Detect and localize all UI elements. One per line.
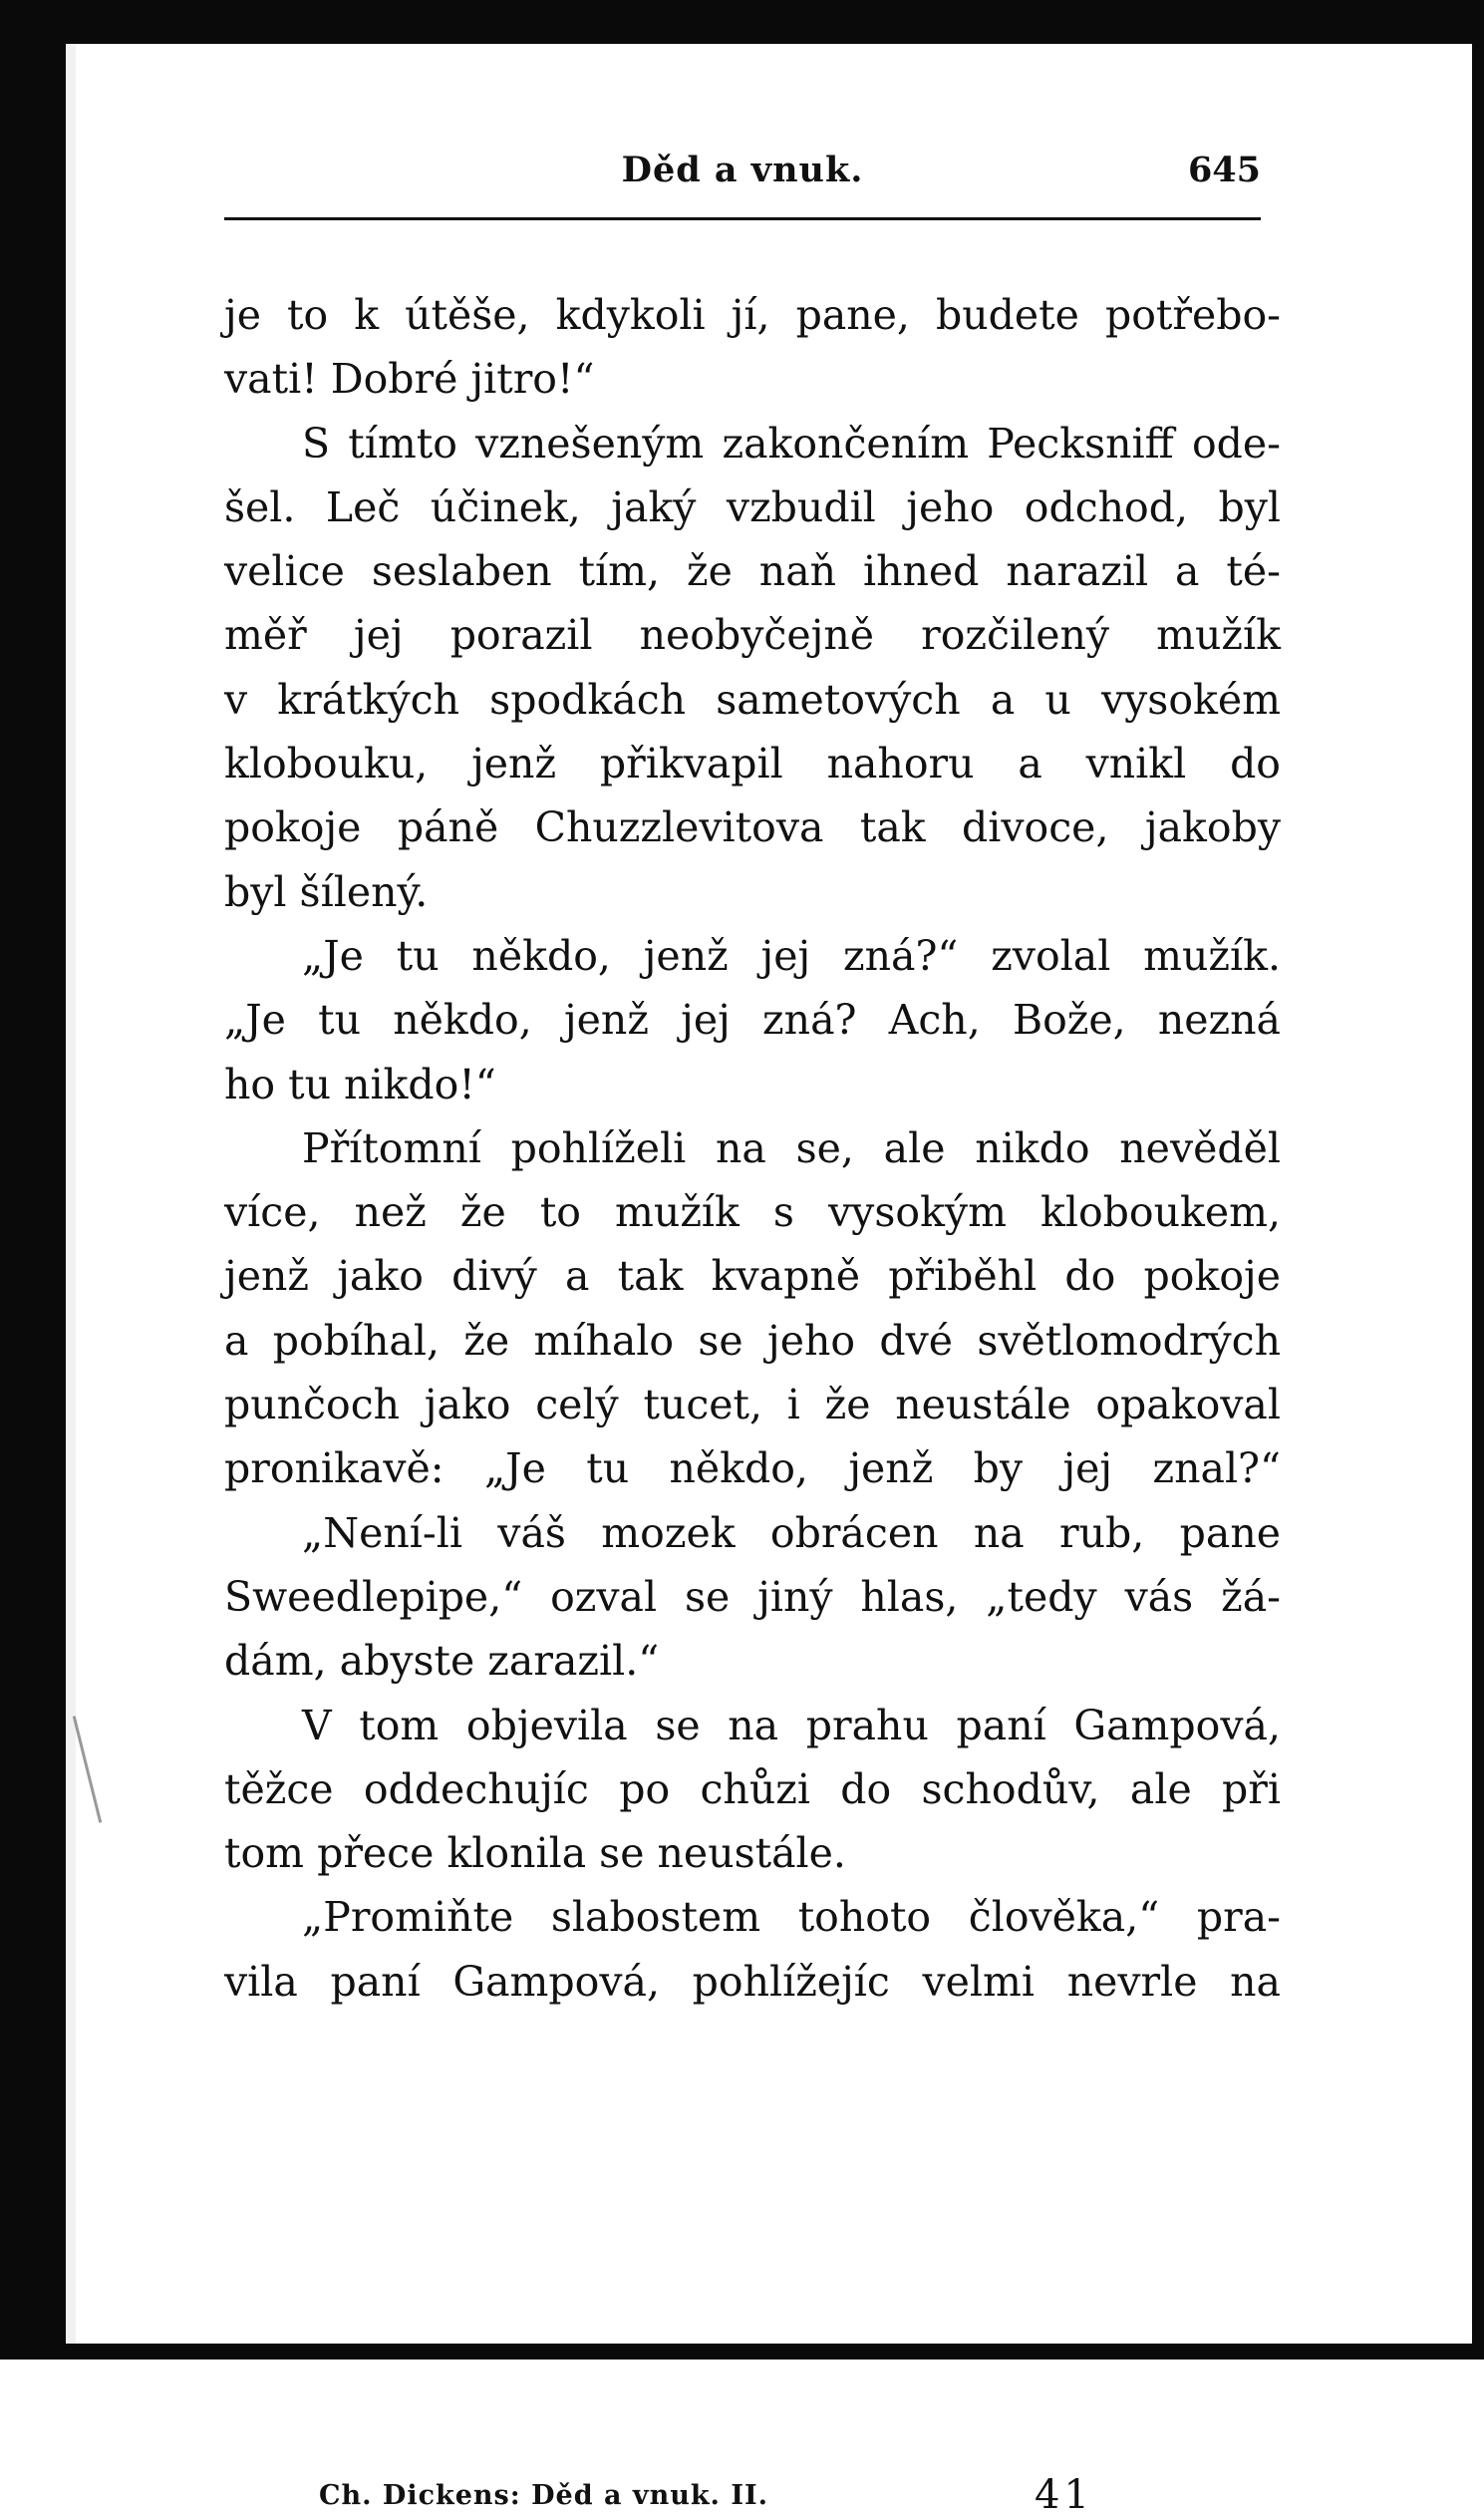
text-line: šel. Leč účinek, jaký vzbudil jeho odchod, byl xyxy=(224,482,1281,531)
text-line: více, než že to mužík s vysokým kloboukem, xyxy=(224,1188,1281,1237)
scan-edge-bottom xyxy=(66,2344,1472,2360)
text-line: v krátkých spodkách sametových a u vysokém xyxy=(224,675,1281,724)
text-line: „Je tu někdo, jenž jej zná? Ach, Bože, nezná xyxy=(224,996,1281,1045)
page-number: 645 xyxy=(1187,150,1261,190)
running-title: Děd a vnuk. xyxy=(621,150,864,190)
text-line: „Není-li váš mozek obrácen na rub, pane xyxy=(302,1508,1281,1557)
scan-edge-right xyxy=(1472,0,1484,2360)
text-line: vila paní Gampová, pohlížejíc velmi nevrle na xyxy=(224,1957,1281,2006)
page-header xyxy=(224,150,1261,199)
text-line: Přítomní pohlíželi na se, ale nikdo nevěděl xyxy=(302,1123,1281,1172)
text-line: dám, abyste zarazil.“ xyxy=(224,1637,660,1686)
scan-edge-left xyxy=(0,0,66,2360)
text-line: tom přece klonila se neustále. xyxy=(224,1829,846,1878)
text-line: je to k útěše, kdykoli jí, pane, budete potřebo- xyxy=(224,291,1281,339)
printer-signature: Ch. Dickens: Děd a vnuk. II. xyxy=(319,2480,768,2511)
scan-edge-top xyxy=(66,0,1472,44)
header-rule xyxy=(224,217,1261,220)
text-line: těžce oddechujíc po chůzi do schodův, ale při xyxy=(224,1764,1281,1813)
body-text xyxy=(224,283,1281,2014)
text-line: a pobíhal, že míhalo se jeho dvé světlomodrých xyxy=(224,1316,1281,1365)
text-line: ho tu nikdo!“ xyxy=(224,1060,496,1108)
text-line: pokoje páně Chuzzlevitova tak divoce, jakoby xyxy=(224,803,1281,852)
text-line: klobouku, jenž přikvapil nahoru a vnikl do xyxy=(224,740,1281,788)
paper-crease-mark xyxy=(73,1716,103,1822)
text-line: jenž jako divý a tak kvapně přiběhl do pokoje xyxy=(224,1252,1281,1301)
text-line: „Je tu někdo, jenž jej zná?“ zvolal mužík. xyxy=(302,931,1281,980)
text-line: „Promiňte slabostem tohoto člověka,“ pra- xyxy=(302,1893,1281,1942)
sheet-number: 41 xyxy=(1035,2472,1093,2518)
text-line: vati! Dobré jitro!“ xyxy=(224,355,595,404)
text-line: velice seslaben tím, že naň ihned narazil a té- xyxy=(224,547,1281,596)
text-line: S tímto vznešeným zakončením Pecksniff ode- xyxy=(302,419,1281,468)
text-line: Sweedlepipe,“ ozval se jiný hlas, „tedy vás žá- xyxy=(224,1572,1281,1621)
scan-edge-gap xyxy=(66,0,76,2360)
text-line: byl šílený. xyxy=(224,867,429,916)
text-line: pronikavě: „Je tu někdo, jenž by jej znal?“ xyxy=(224,1444,1281,1493)
text-line: punčoch jako celý tucet, i že neustále opakoval xyxy=(224,1381,1281,1429)
text-line: V tom objevila se na prahu paní Gampová, xyxy=(302,1701,1281,1749)
text-line: měř jej porazil neobyčejně rozčilený mužík xyxy=(224,611,1281,660)
